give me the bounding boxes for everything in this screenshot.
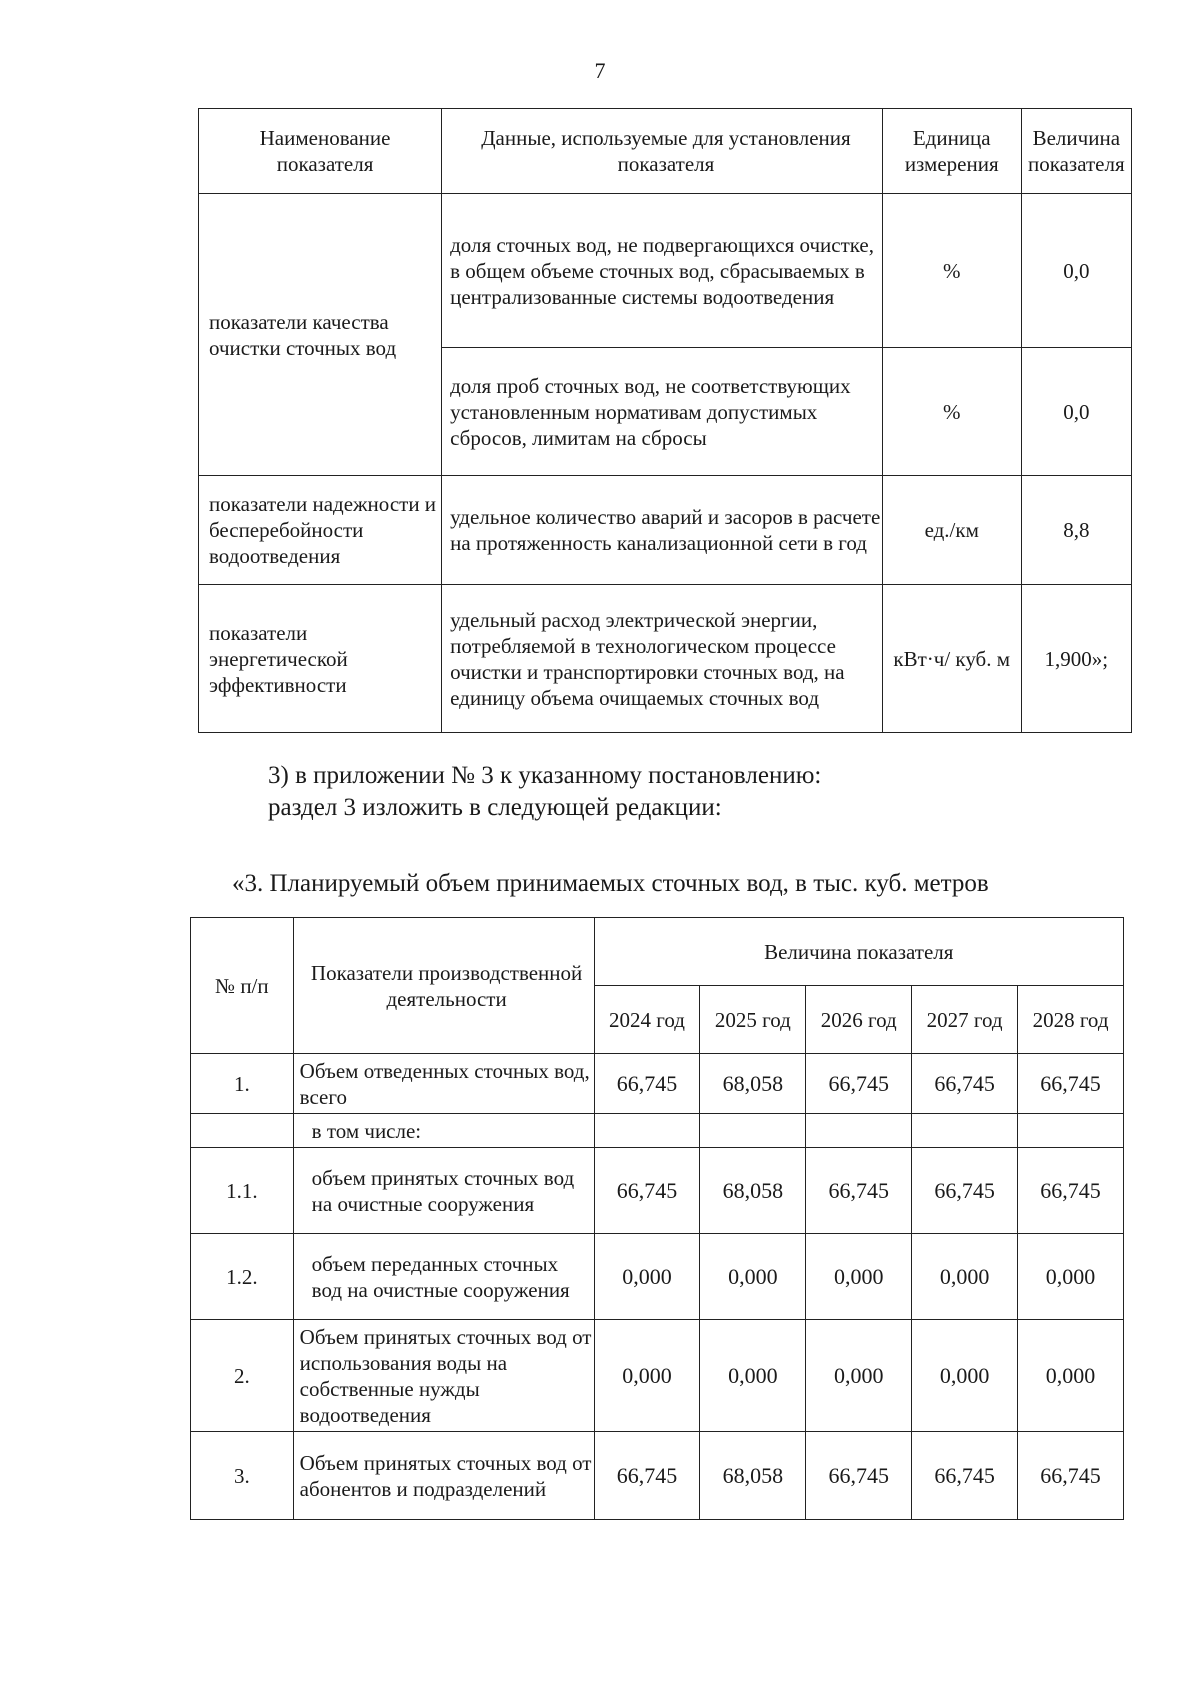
volume-table: [190, 917, 1124, 1520]
row-value: 0,000: [594, 1234, 700, 1320]
amendment-line-1: 3) в приложении № 3 к указанному постановлению:: [268, 762, 822, 789]
row-value: [700, 1114, 806, 1148]
row-value: 0,000: [912, 1320, 1018, 1432]
row-indicator: Объем отведенных сточных вод, всего: [293, 1054, 594, 1114]
row-value: 66,745: [594, 1148, 700, 1234]
indicators-table: [198, 108, 1132, 733]
table-row: [199, 476, 1132, 585]
row-number: 1.2.: [191, 1234, 294, 1320]
indicator-data: доля проб сточных вод, не соответствующих установленным нормативам допустимых сбросов, лимитам на сбросы: [442, 348, 883, 476]
row-value: 66,745: [806, 1432, 912, 1520]
indicator-unit: %: [882, 348, 1021, 476]
row-number: 2.: [191, 1320, 294, 1432]
indicator-value: 8,8: [1021, 476, 1131, 585]
header-year: 2028 год: [1018, 986, 1124, 1054]
row-value: 0,000: [806, 1234, 912, 1320]
indicator-data: удельный расход электрической энергии, потребляемой в технологическом процессе очистки и транспортировки сточных вод, на единицу объема очищаемых сточных вод: [442, 585, 883, 733]
row-value: [806, 1114, 912, 1148]
row-value: 66,745: [806, 1054, 912, 1114]
table-row: [199, 585, 1132, 733]
header-unit: Единица измерения: [882, 109, 1021, 194]
header-indicator: Показатели производственной деятельности: [293, 918, 594, 1054]
row-value: 66,745: [806, 1148, 912, 1234]
page-number: 7: [594, 58, 606, 83]
row-number: [191, 1114, 294, 1148]
row-value: [912, 1114, 1018, 1148]
row-value: 66,745: [594, 1432, 700, 1520]
table-row: [191, 1234, 1124, 1320]
header-year: 2027 год: [912, 986, 1018, 1054]
row-indicator: Объем принятых сточных вод от абонентов и подразделений: [293, 1432, 594, 1520]
header-name: Наименование показателя: [199, 109, 442, 194]
table-row: [199, 194, 1132, 348]
row-number: 3.: [191, 1432, 294, 1520]
indicator-value: 1,900»;: [1021, 585, 1131, 733]
row-value: 66,745: [1018, 1148, 1124, 1234]
indicator-data: удельное количество аварий и засоров в расчете на протяженность канализационной сети в год: [442, 476, 883, 585]
row-value: 66,745: [912, 1148, 1018, 1234]
indicator-value: 0,0: [1021, 348, 1131, 476]
indicator-data: доля сточных вод, не подвергающихся очистке, в общем объеме сточных вод, сбрасываемых в централизованные системы водоотведения: [442, 194, 883, 348]
row-indicator: Объем принятых сточных вод от использования воды на собственные нужды водоотведения: [293, 1320, 594, 1432]
row-value: 68,058: [700, 1054, 806, 1114]
row-value: 0,000: [806, 1320, 912, 1432]
row-indicator: объем принятых сточных вод на очистные сооружения: [293, 1148, 594, 1234]
amendment-line-2: раздел 3 изложить в следующей редакции:: [268, 794, 722, 821]
table-row: [191, 1114, 1124, 1148]
row-value: 0,000: [700, 1320, 806, 1432]
section-title: «3. Планируемый объем принимаемых сточных вод, в тыс. куб. метров: [232, 870, 989, 897]
row-value: 66,745: [912, 1432, 1018, 1520]
row-value: 0,000: [700, 1234, 806, 1320]
header-year: 2024 год: [594, 986, 700, 1054]
indicator-unit: %: [882, 194, 1021, 348]
row-number: 1.: [191, 1054, 294, 1114]
row-number: 1.1.: [191, 1148, 294, 1234]
indicator-value: 0,0: [1021, 194, 1131, 348]
row-value: 66,745: [912, 1054, 1018, 1114]
row-value: 0,000: [1018, 1320, 1124, 1432]
row-value: [594, 1114, 700, 1148]
table-row: [191, 1148, 1124, 1234]
row-value: 66,745: [1018, 1054, 1124, 1114]
header-value-group: Величина показателя: [594, 918, 1123, 986]
row-indicator: объем переданных сточных вод на очистные сооружения: [293, 1234, 594, 1320]
header-num: № п/п: [191, 918, 294, 1054]
header-data: Данные, используемые для установления показателя: [442, 109, 883, 194]
row-value: 68,058: [700, 1432, 806, 1520]
row-value: 0,000: [594, 1320, 700, 1432]
header-year: 2026 год: [806, 986, 912, 1054]
table-row: [191, 1054, 1124, 1114]
indicator-unit: кВт·ч/ куб. м: [882, 585, 1021, 733]
row-value: 0,000: [912, 1234, 1018, 1320]
row-value: 66,745: [1018, 1432, 1124, 1520]
row-value: [1018, 1114, 1124, 1148]
table-row: [191, 1432, 1124, 1520]
row-value: 66,745: [594, 1054, 700, 1114]
indicator-group-name: показатели качества очистки сточных вод: [199, 194, 442, 476]
indicator-unit: ед./км: [882, 476, 1021, 585]
row-indicator: в том числе:: [293, 1114, 594, 1148]
row-value: 0,000: [1018, 1234, 1124, 1320]
indicator-group-name: показатели надежности и бесперебойности водоотведения: [199, 476, 442, 585]
table-row: [191, 1320, 1124, 1432]
header-value: Величина показателя: [1021, 109, 1131, 194]
row-value: 68,058: [700, 1148, 806, 1234]
header-year: 2025 год: [700, 986, 806, 1054]
indicator-group-name: показатели энергетической эффективности: [199, 585, 442, 733]
